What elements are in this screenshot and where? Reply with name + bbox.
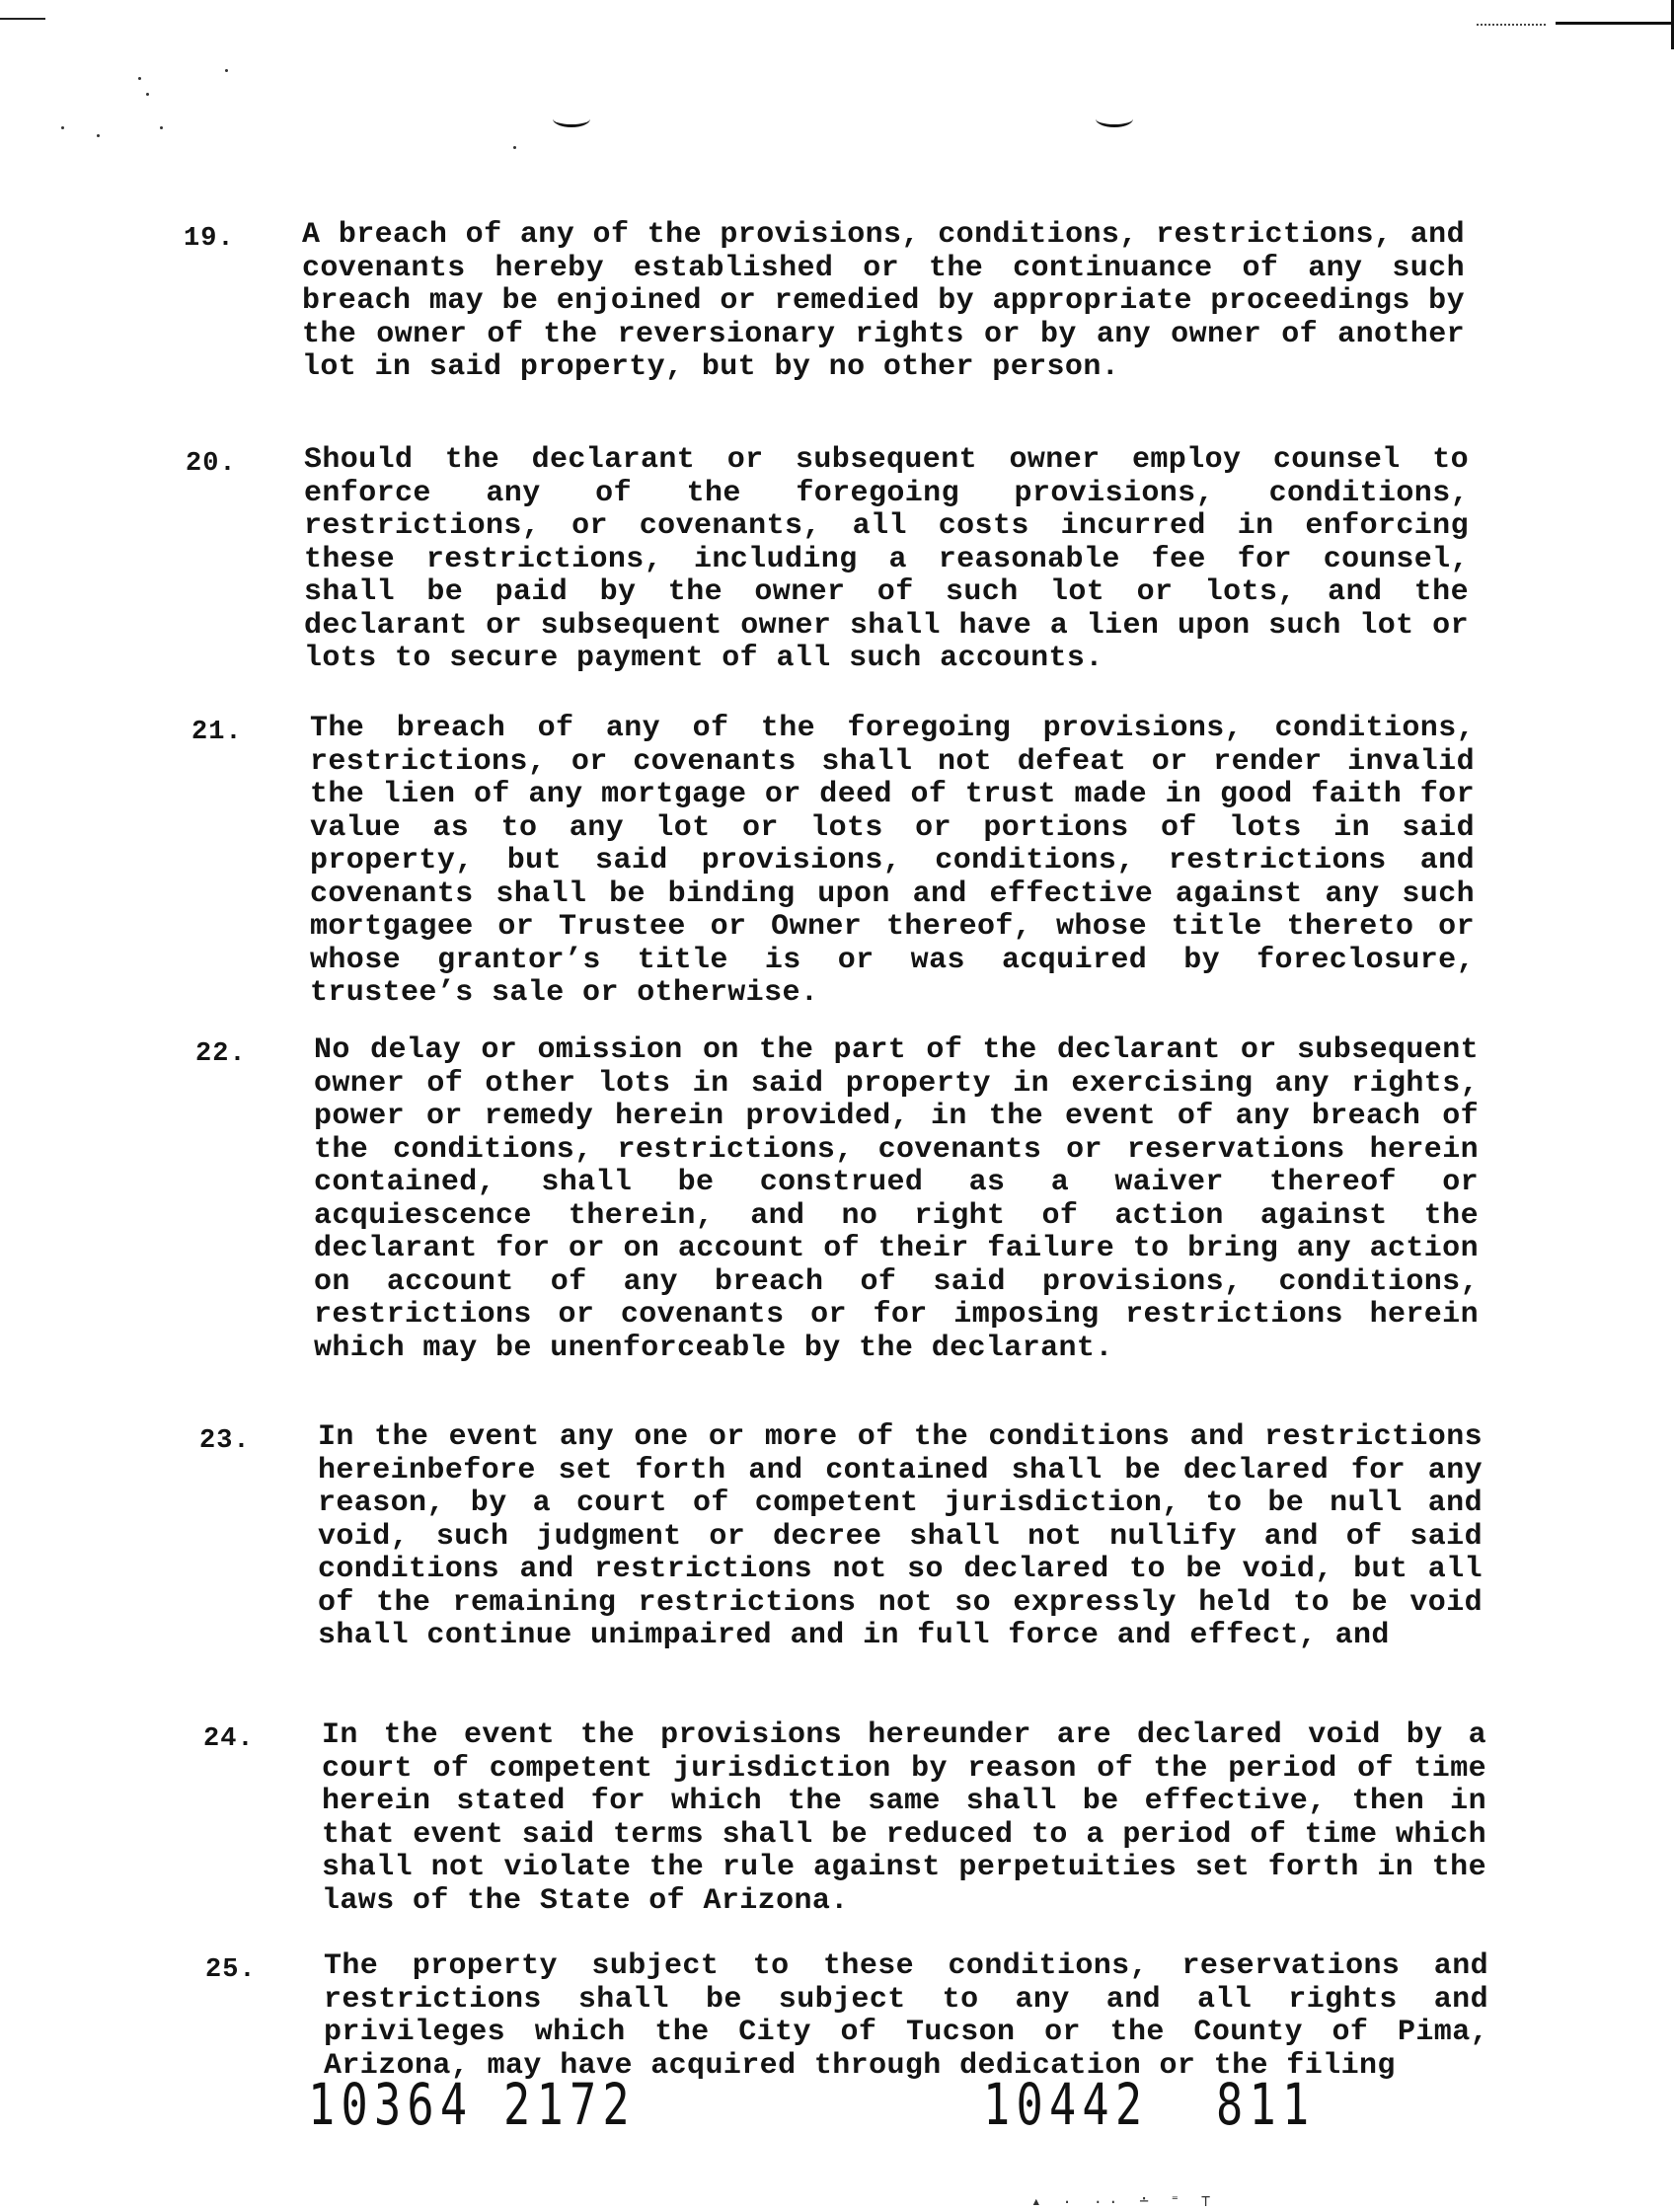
clause-number: 25.: [205, 1955, 257, 1985]
scan-edge-mark-left: [0, 18, 45, 20]
scan-speck: [513, 146, 516, 149]
punch-hole-mark-left: [553, 111, 590, 127]
clause-text: The breach of any of the foregoing provisions, conditions, restrictions, or covenants shall not defeat or render invalid the lien of any mortgage or deed of trust made in good faith for value as to any lot or lots or portions of lots in said property, but said provisions, conditions, restrictions and covenants shall be binding upon and effective against any such mortgagee or Trustee or Owner thereof, whose title thereto or whose grantor’s title is or was acquired by foreclosure, trustee’s sale or otherwise.: [310, 712, 1475, 1010]
clause-25: [205, 1950, 1488, 2083]
scan-bottom-marks: ▴ · ·· ∸ ⁼ ⊤: [1031, 2193, 1217, 2211]
clause-24: [203, 1719, 1486, 1918]
page-number-right: 811: [1216, 2071, 1316, 2138]
scan-edge-dots: [1477, 24, 1546, 26]
scan-speck: [138, 77, 141, 80]
scan-edge-mark-right: [1556, 22, 1674, 25]
clause-19: [184, 219, 1465, 385]
page-number-left: 2172: [503, 2071, 636, 2138]
clause-text: In the event any one or more of the conditions and restrictions hereinbefore set forth and contained shall be declared for any reason, by a court of competent jurisdiction, to be null and void, such judgment or decree shall not nullify and of said conditions and restrictions not so declared to be void, but all of the remaining restrictions not so expressly held to be void shall continue unimpaired and in full force and effect, and: [318, 1420, 1483, 1652]
clause-text: In the event the provisions hereunder are declared void by a court of competent jurisdiction by reason of the period of time herein stated for which the same shall be effective, then in that event said terms shall be reduced to a period of time which shall not violate the rule against perpetuities set forth in the laws of the State of Arizona.: [322, 1718, 1486, 1918]
clause-22: [195, 1034, 1479, 1365]
clause-20: [186, 444, 1469, 676]
clause-number: 24.: [203, 1724, 255, 1754]
clause-number: 20.: [186, 449, 237, 479]
scan-speck: [160, 126, 163, 129]
clause-number: 23.: [199, 1426, 251, 1456]
clause-number: 21.: [191, 718, 243, 747]
punch-hole-mark-right: [1096, 111, 1133, 127]
scan-speck: [97, 134, 100, 137]
clause-text: Should the declarant or subsequent owner employ counsel to enforce any of the foregoing provisions, conditions, restrictions, or covenants, all costs incurred in enforcing these restrictions, including a reasonable fee for counsel, shall be paid by the owner of such lot or lots, and the declarant or subsequent owner shall have a lien upon such lot or lots to secure payment of all such accounts.: [304, 443, 1469, 675]
docket-number-right: 10442: [983, 2071, 1149, 2138]
clause-21: [191, 713, 1475, 1011]
scan-speck: [225, 69, 228, 72]
clause-text: A breach of any of the provisions, conditions, restrictions, and covenants hereby established or the continuance of any such breach may be enjoined or remedied by appropriate proceedings by the owner of the reversionary rights or by any owner of another lot in said property, but by no other person.: [302, 218, 1465, 384]
docket-number-left: 10364: [308, 2071, 474, 2138]
clause-number: 19.: [184, 224, 235, 254]
clause-text: No delay or omission on the part of the declarant or subsequent owner of other lots in said property in exercising any rights, power or remedy herein provided, in the event of any breach of the conditions, restrictions, covenants or reservations herein contained, shall be construed as a waiver thereof or acquiescence therein, and no right of action against the declarant for or on account of their failure to bring any action on account of any breach of said provisions, conditions, restrictions or covenants or for imposing restrictions herein which may be unenforceable by the declarant.: [314, 1033, 1479, 1365]
clause-text: The property subject to these conditions, reservations and restrictions shall be subject to any and all rights and privileges which the City of Tucson or the County of Pima, Arizona, may have acquired through dedication or the filing: [324, 1949, 1488, 2083]
clause-number: 22.: [195, 1039, 247, 1069]
clause-23: [199, 1421, 1483, 1653]
scan-speck: [61, 126, 64, 129]
scan-speck: [146, 93, 149, 96]
